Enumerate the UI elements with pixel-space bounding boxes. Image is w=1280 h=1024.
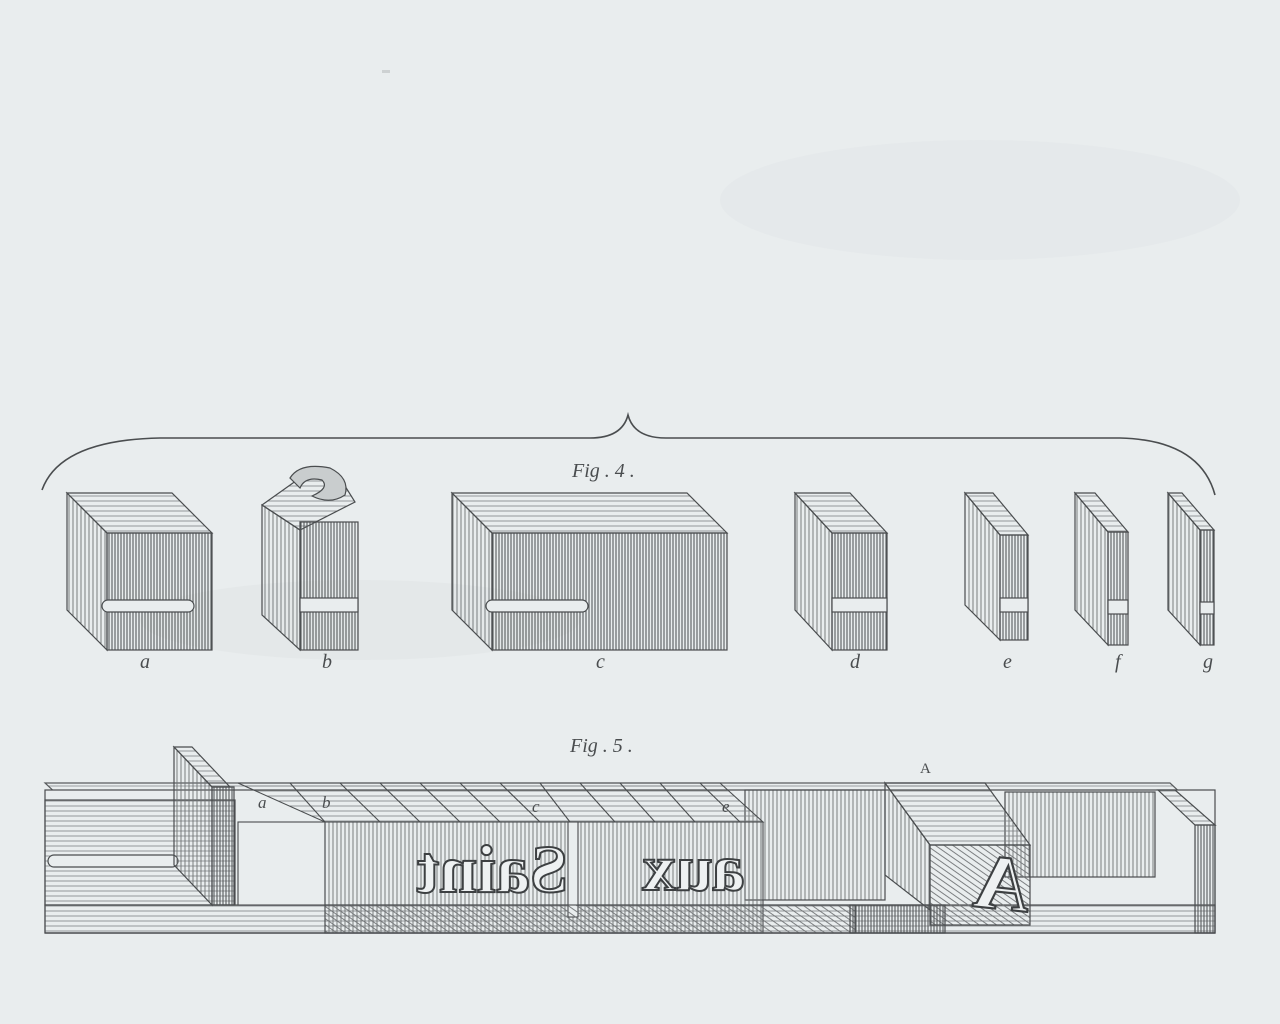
type-block-f [1075, 493, 1128, 645]
fig5-row-label-b: b [322, 793, 331, 812]
fig4-label-a: a [140, 651, 150, 673]
fig4-label-b: b [322, 651, 332, 673]
fig4-label-g: g [1203, 651, 1213, 673]
fig4-label-d: d [850, 651, 860, 673]
type-block-a [67, 493, 212, 650]
fig4-brace [42, 415, 1215, 495]
type-block-c [452, 493, 727, 650]
fig4-label-f: f [1115, 651, 1121, 673]
type-block-d [795, 493, 887, 650]
fig5-title: Fig . 5 . [570, 735, 633, 757]
type-block-e [965, 493, 1028, 640]
engraved-letter-A: A [970, 836, 1036, 929]
fig5-mark-A: A [920, 761, 931, 777]
fig5-row-label-e: e [722, 797, 730, 816]
fig4-title: Fig . 4 . [572, 460, 635, 482]
fig4-label-e: e [1003, 651, 1012, 673]
fig5-row-label-a: a [258, 793, 267, 812]
type-block-g [1168, 493, 1214, 645]
type-block-b [262, 466, 358, 650]
engraved-word-saint: Saint [416, 831, 568, 907]
fig5-row-label-c: c [532, 797, 540, 816]
figure-5 [45, 735, 1215, 933]
engraved-word-aux: aux [642, 832, 745, 905]
fig4-label-c: c [596, 651, 605, 673]
